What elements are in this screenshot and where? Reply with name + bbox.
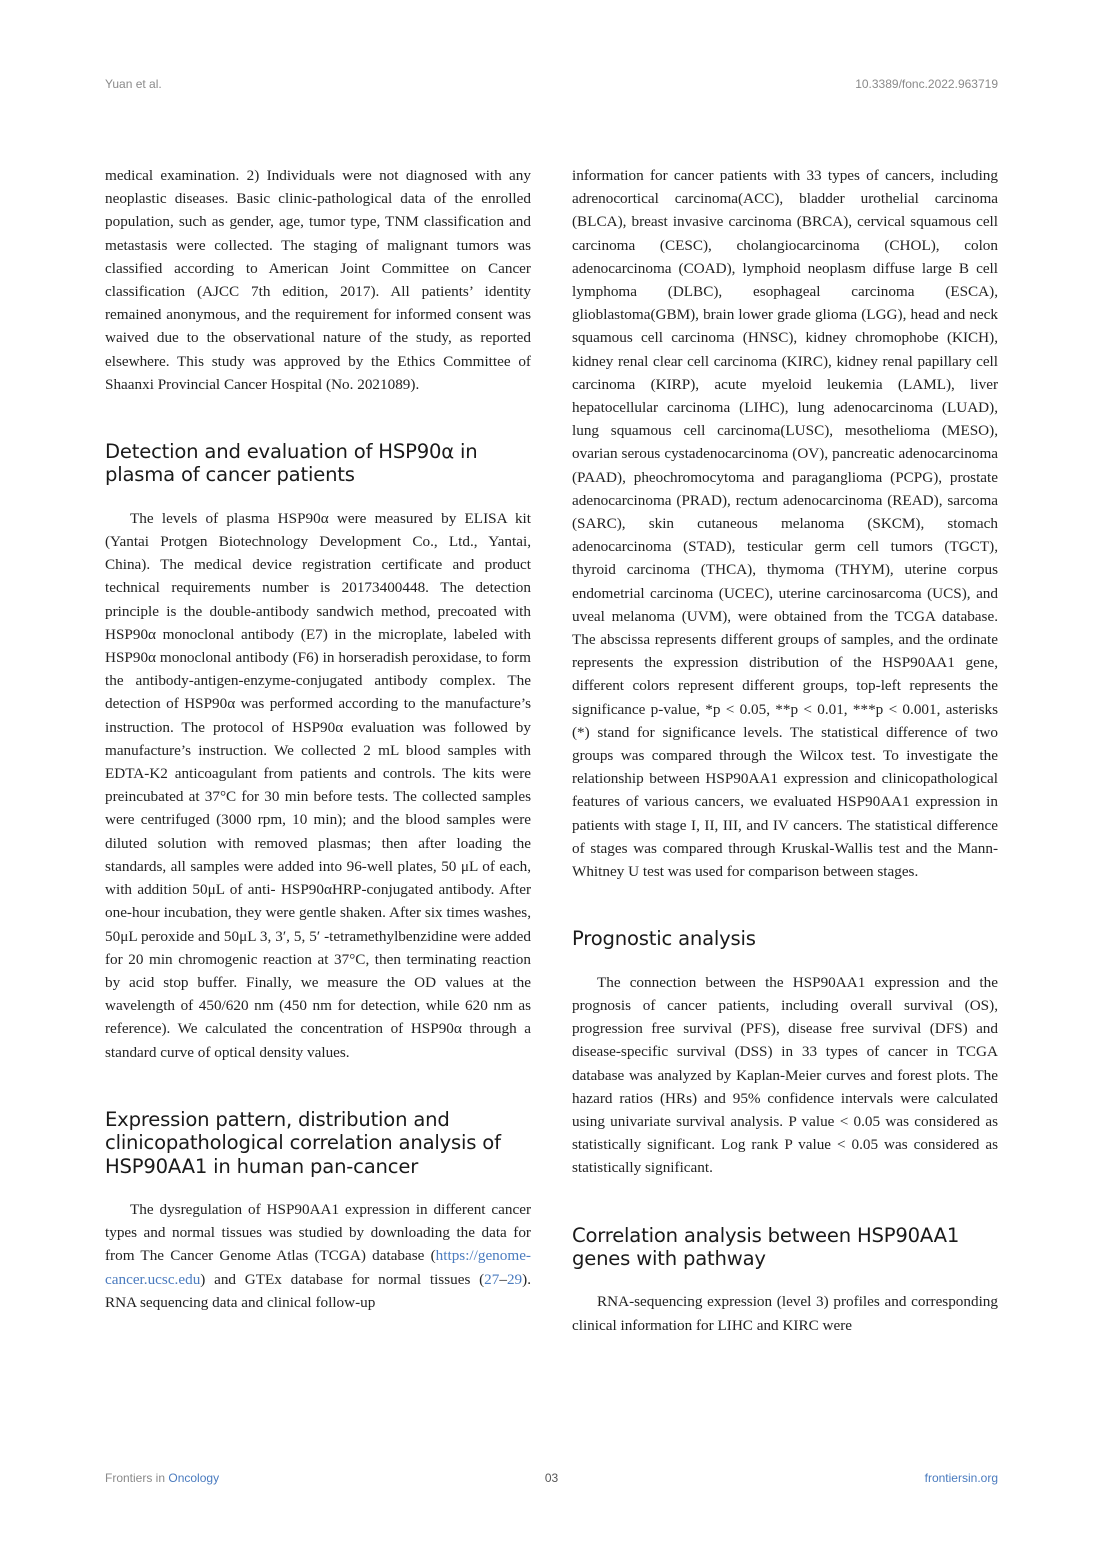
footer-journal [105, 1471, 219, 1485]
section-heading-detection: Detection and evaluation of HSP90α in plasma of cancer patients [105, 440, 478, 487]
header-authors: Yuan et al. [105, 77, 162, 91]
running-footer [105, 1471, 998, 1485]
left-column [105, 164, 531, 1314]
tcga-link[interactable]: https://genome-cancer.ucsc.edu [105, 1247, 531, 1288]
footer-journal-name: Oncology [168, 1471, 220, 1485]
citation-dash: – [499, 1270, 507, 1288]
header-doi: 10.3389/fonc.2022.963719 [855, 77, 998, 91]
paragraph-cancer-types: information for cancer patients with 33 types of cancers, including adrenocortical carcinoma(ACC), bladder urothelial carcinoma (BLCA), breast invasive carcinoma (BRCA), cervical squamous cell carcinoma (CESC), cholangiocarcinoma (CHOL), colon adenocarcinoma (COAD), lymphoid neoplasm diffuse large B cell lymphoma (DLBC), esophageal carcinoma (ESCA), glioblastoma(GBM), brain lower grade glioma (LGG), head and neck squamous cell carcinoma (HNSC), kidney chromophobe (KICH), kidney renal clear cell carcinoma (KIRC), kidney renal papillary cell carcinoma (KIRP), acute myeloid leukemia (LAML), liver hepatocellular carcinoma (LIHC), lung adenocarcinoma (LUAD), lung squamous cell carcinoma(LUSC), mesothelioma (MESO), ovarian serous cystadenocarcinoma (OV), pancreatic adenocarcinoma (PAAD), pheochromocytoma and paraganglioma (PCPG), prostate adenocarcinoma (PRAD), rectum adenocarcinoma (READ), sarcoma (SARC), skin cutaneous melanoma (SKCM), stomach adenocarcinoma (STAD), testicular germ cell tumors (TGCT), thyroid carcinoma (THCA), thymoma (THYM), uterine corpus endometrial carcinoma (UCEC), uterine carcinosarcoma (UCS), and uveal melanoma (UVM), were obtained from the TCGA database. The abscissa represents different groups of samples, and the ordinate represents the expression distribution of the HSP90AA1 gene, different colors represent different groups, top-left represents the significance p-value, *p < 0.05, **p < 0.01, ***p < 0.001, asterisks (*) stand for significance levels. The statistical difference of two groups was compared through the Wilcox test. To investigate the relationship between HSP90AA1 expression and clinicopathological features of various cancers, we evaluated HSP90AA1 expression in patients with stage I, II, III, and IV cancers. The statistical difference of stages was compared through Kruskal-Wallis test and the Mann-Whitney U test was used for comparison between stages. [572, 167, 998, 881]
right-column [572, 164, 998, 1337]
page-number: 03 [544, 1471, 559, 1485]
citation-link-27[interactable]: 27 [484, 1270, 500, 1288]
footer-site-link[interactable]: frontiersin.org [924, 1471, 998, 1485]
paragraph-detection-method: The levels of plasma HSP90α were measured by ELISA kit (Yantai Protgen Biotechnology Development Co., Ltd., Yantai, China). The medical device registration certificate and product technical requirements number is 20173400448. The detection principle is the double-antibody sandwich method, precoated with HSP90α monoclonal antibody (E7) in the microplate, labeled with HSP90α monoclonal antibody (F6) in horseradish peroxidase, to form the antibody-antigen-enzyme-conjugated antibody complex. The detection of HSP90α was performed according to the manufacture’s instruction. The protocol of HSP90α evaluation was followed by manufacture’s instruction. We collected 2 mL blood samples with EDTA-K2 anticoagulant from patients and controls. The kits were preincubated at 37°C for 30 min before tests. The collected samples were centrifuged (3000 rpm, 10 min); and the blood samples were diluted solution with removed plasmas; then after loading the standards, all samples were added into 96-well plates, 50 μL of each, with addition 50μL of anti- HSP90αHRP-conjugated antibody. After one-hour incubation, they were gentle shaken. After six times washes, 50μL peroxide and 50μL 3, 3′, 5, 5′ -tetramethylbenzidine were added for 20 min chromogenic reaction at 37°C, then terminating reaction by acid stop buffer. Finally, we measure the OD values at the wavelength of 450/620 nm (450 nm for detection, while 620 nm as reference). We calculated the concentration of HSP90α through a standard curve of optical density values. [105, 509, 531, 1061]
citation-link-29[interactable]: 29 [506, 1270, 523, 1288]
footer-journal-prefix: Frontiers in [105, 1471, 166, 1485]
running-header [105, 77, 998, 91]
section-heading-prognostic: Prognostic analysis [572, 927, 756, 951]
section-heading-expression-pattern: Expression pattern, distribution and clinicopathological correlation analysis of HSP90AA1 in human pan-cancer [105, 1107, 501, 1178]
paragraph-text: ) and GTEx database for normal tissues ( [200, 1270, 485, 1288]
paragraph-prognostic: The connection between the HSP90AA1 expression and the prognosis of cancer patients, including overall survival (OS), progression free survival (PFS), disease free survival (DFS) and disease-specific survival (DSS) in 33 types of cancer in TCGA database was analyzed by Kaplan-Meier curves and forest plots. The hazard ratios (HRs) and 95% confidence intervals were calculated using univariate survival analysis. P value < 0.05 was considered as statistically significant. Log rank P value < 0.05 was considered as statistically significant. [572, 973, 998, 1177]
section-heading-correlation: Correlation analysis between HSP90AA1 genes with pathway [572, 1223, 960, 1270]
paragraph-text: The dysregulation of HSP90AA1 expression in different cancer types and normal tissues was studied by downloading the data for from The Cancer Genome Atlas (TCGA) database ( [105, 1200, 531, 1265]
paragraph-text: ). RNA sequencing data and clinical follow-up [105, 1270, 531, 1311]
paragraph-expression-pattern [105, 1198, 531, 1314]
paragraph-correlation: RNA-sequencing expression (level 3) profiles and corresponding clinical information for LIHC and KIRC were [572, 1293, 998, 1334]
paragraph-inclusion-criteria: medical examination. 2) Individuals were not diagnosed with any neoplastic diseases. Basic clinic-pathological data of the enrolled population, such as gender, age, tumor type, TNM classification and metastasis were collected. The staging of malignant tumors was classified according to American Joint Committee on Cancer classification (AJCC 7th edition, 2017). All patients’ identity remained anonymous, and the requirement for informed consent was waived due to the observational nature of the study, as reported elsewhere. This study was approved by the Ethics Committee of Shaanxi Provincial Cancer Hospital (No. 2021089). [105, 167, 531, 393]
